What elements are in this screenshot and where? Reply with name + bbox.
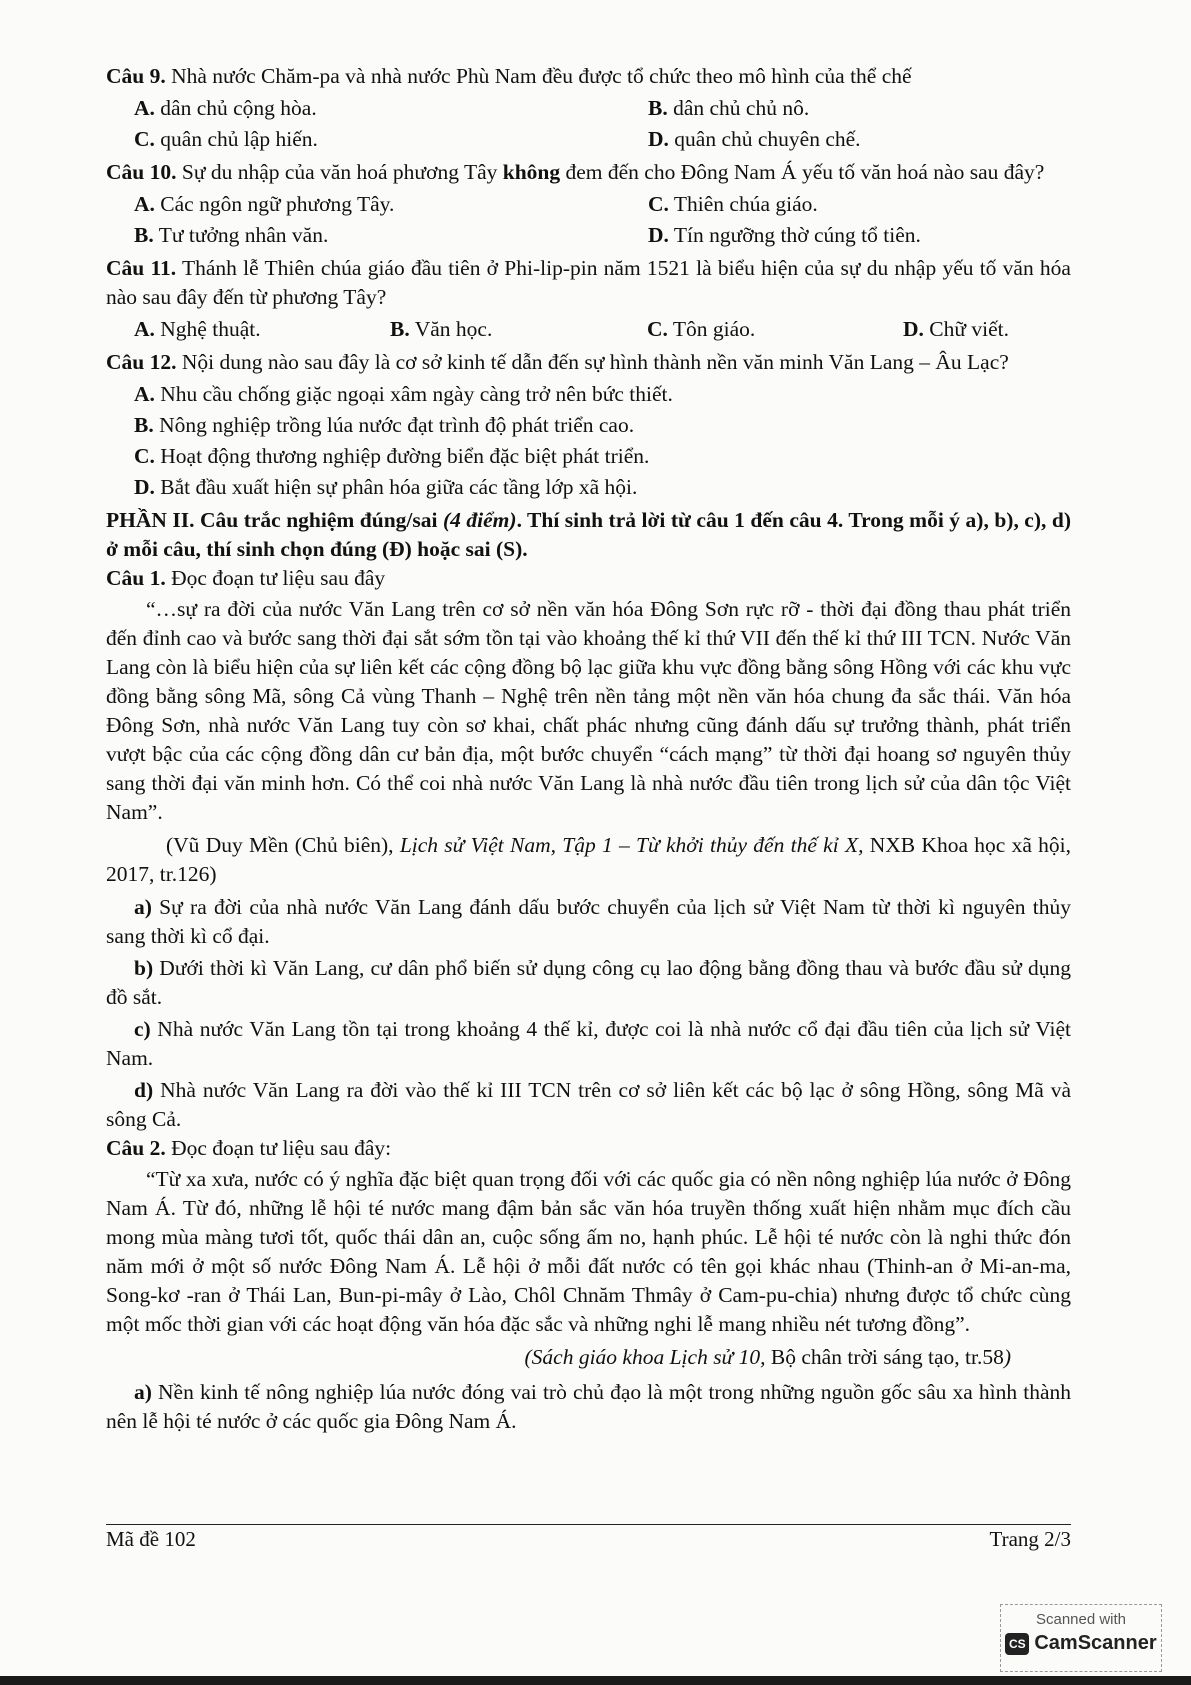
section-instructions: . Thí sinh trả lời từ câu 1 đến câu 4. Trong mỗi ý a), b), c), d) ở mỗi câu, thí sinh chọn đúng (Đ) hoặc sai (S).	[106, 508, 1071, 561]
question-9	[106, 62, 1071, 91]
option-label: C.	[647, 317, 668, 341]
question-number: Câu 1.	[106, 566, 166, 590]
tf-question-2	[106, 1134, 1071, 1163]
citation-close: )	[1003, 1345, 1011, 1369]
option-text: quân chủ chuyên chế.	[668, 127, 861, 151]
option-text: Nông nghiệp trồng lúa nước đạt trình độ phát triển cao.	[153, 413, 635, 437]
option-text: dân chủ chủ nô.	[667, 96, 810, 120]
option-text: Văn học.	[409, 317, 493, 341]
option-b	[390, 314, 647, 345]
exam-code: Mã đề 102	[106, 1527, 196, 1551]
statement-text: Nhà nước Văn Lang ra đời vào thế kỉ III TCN trên cơ sở liên kết các bộ lạc ở sông Hồng, sông Mã và sông Cả.	[106, 1078, 1071, 1131]
question-10	[106, 158, 1071, 187]
statement-text: Nhà nước Văn Lang tồn tại trong khoảng 4 thế kỉ, được coi là nhà nước cổ đại đầu tiên của lịch sử Việt Nam.	[106, 1017, 1071, 1070]
statement-a	[106, 1378, 1071, 1436]
option-a	[134, 379, 1071, 410]
option-d	[134, 472, 1071, 503]
option-text: quân chủ lập hiến.	[154, 127, 318, 151]
option-text: Tôn giáo.	[667, 317, 756, 341]
question-9-options	[134, 93, 1071, 155]
option-b	[648, 93, 1071, 124]
statement-text: Nền kinh tế nông nghiệp lúa nước đóng vai trò chủ đạo là một trong những nguồn gốc sâu xa hình thành nên lễ hội té nước ở các quốc gia Đông Nam Á.	[106, 1380, 1071, 1433]
option-d	[648, 124, 1071, 155]
option-label: C.	[648, 192, 669, 216]
statement-label: b)	[134, 956, 154, 980]
watermark-brand-name: CamScanner	[1034, 1632, 1157, 1654]
question-number: Câu 12.	[106, 350, 177, 374]
option-c	[647, 314, 903, 345]
watermark-brand	[1001, 1632, 1161, 1655]
tf-question-1	[106, 564, 1071, 593]
option-text: Nghệ thuật.	[154, 317, 261, 341]
statement-b	[106, 954, 1071, 1012]
question-number: Câu 11.	[106, 256, 177, 280]
statement-d	[106, 1076, 1071, 1134]
camscanner-logo-icon: CS	[1005, 1633, 1029, 1655]
question-number: Câu 10.	[106, 160, 177, 184]
question-10-options	[134, 189, 1071, 251]
option-c	[134, 441, 1071, 472]
option-text: Thiên chúa giáo.	[668, 192, 818, 216]
question-text: Sự du nhập của văn hoá phương Tây	[176, 160, 503, 184]
option-d	[903, 314, 1071, 345]
option-label: D.	[903, 317, 924, 341]
source-citation	[106, 831, 1071, 889]
statement-text: Dưới thời kì Văn Lang, cư dân phổ biến sử dụng công cụ lao động bằng đồng thau và bước đầu sử dụng đồ sắt.	[106, 956, 1071, 1009]
option-c	[648, 189, 1071, 220]
option-a	[134, 93, 648, 124]
statement-c	[106, 1015, 1071, 1073]
page-footer	[106, 1527, 1071, 1552]
option-label: D.	[648, 223, 669, 247]
option-text: Chữ viết.	[923, 317, 1010, 341]
question-intro: Đọc đoạn tư liệu sau đây	[165, 566, 386, 590]
page-number: Trang 2/3	[989, 1527, 1071, 1551]
option-a	[134, 189, 648, 220]
section-points: (4 điểm)	[443, 508, 517, 532]
camscanner-watermark	[1000, 1604, 1162, 1672]
option-text: Nhu cầu chống giặc ngoại xâm ngày càng trở nên bức thiết.	[154, 382, 673, 406]
question-intro: Đọc đoạn tư liệu sau đây:	[165, 1136, 392, 1160]
statement-label: d)	[134, 1078, 154, 1102]
option-label: A.	[134, 96, 155, 120]
exam-page	[106, 62, 1071, 1436]
source-quote: “…sự ra đời của nước Văn Lang trên cơ sở nền văn hóa Đông Sơn rực rỡ - thời đại đồng thau phát triển đến đỉnh cao và bước sang thời đại sắt sớm tồn tại vào khoảng thế kỉ thứ VII đến thế kỉ thứ III TCN. Nước Văn Lang còn là biểu hiện của sự liên kết các cộng đồng bộ lạc giữa khu vực đồng bằng sông Hồng với các khu vực đồng bằng sông Mã, sông Cả vùng Thanh – Nghệ trên nền tảng một nền văn hóa chung đa sắc thái. Văn hóa Đông Sơn, nhà nước Văn Lang tuy còn sơ khai, chất phác nhưng cũng đánh dấu sự trưởng thành, phát triển vượt bậc của các cộng đồng dân cư bản địa, một bước chuyển “cách mạng” từ thời đại hoang sơ nguyên thủy sang thời đại văn minh hơn. Có thể coi nhà nước Văn Lang là nhà nước đầu tiên trong lịch sử của dân tộc Việt Nam”.	[106, 597, 1071, 824]
option-label: D.	[648, 127, 669, 151]
option-c	[134, 124, 648, 155]
question-12-options	[134, 379, 1071, 503]
option-label: B.	[134, 413, 154, 437]
question-11-options	[134, 314, 1071, 345]
option-text: dân chủ cộng hòa.	[154, 96, 317, 120]
citation-author: (Vũ Duy Mền (Chủ biên),	[166, 833, 400, 857]
source-citation	[106, 1343, 1071, 1372]
citation-publisher: Bộ chân trời sáng tạo, tr.58	[765, 1345, 1004, 1369]
statement-label: a)	[134, 895, 152, 919]
question-text: Nhà nước Chăm-pa và nhà nước Phù Nam đều được tổ chức theo mô hình của thể chế	[165, 64, 912, 88]
option-label: A.	[134, 317, 155, 341]
question-number: Câu 9.	[106, 64, 166, 88]
option-label: C.	[134, 127, 155, 151]
option-text: Tín ngưỡng thờ cúng tổ tiên.	[668, 223, 921, 247]
option-label: A.	[134, 192, 155, 216]
option-b	[134, 410, 1071, 441]
section-heading	[106, 506, 1071, 564]
option-b	[134, 220, 648, 251]
citation-title: Lịch sử Việt Nam, Tập 1 – Từ khởi thủy đến thế kỉ X,	[399, 833, 864, 857]
citation-title: (Sách giáo khoa Lịch sử 10,	[524, 1345, 766, 1369]
statement-text: Sự ra đời của nhà nước Văn Lang đánh dấu bước chuyển của lịch sử Việt Nam từ thời kì nguyên thủy sang thời kì cổ đại.	[106, 895, 1071, 948]
question-12	[106, 348, 1071, 377]
citation-publisher: NXB Khoa học xã hội, 2017, tr.126)	[106, 833, 1071, 886]
question-emphasis: không	[502, 160, 561, 184]
question-text: Nội dung nào sau đây là cơ sở kinh tế dẫn đến sự hình thành nền văn minh Văn Lang – Âu Lạc?	[176, 350, 1009, 374]
option-label: B.	[390, 317, 410, 341]
option-label: D.	[134, 475, 155, 499]
option-text: Các ngôn ngữ phương Tây.	[154, 192, 395, 216]
statement-label: a)	[134, 1380, 152, 1404]
question-11	[106, 254, 1071, 312]
scan-edge	[0, 1676, 1191, 1685]
option-label: B.	[134, 223, 154, 247]
option-text: Bắt đầu xuất hiện sự phân hóa giữa các tầng lớp xã hội.	[154, 475, 638, 499]
question-number: Câu 2.	[106, 1136, 166, 1160]
statement-label: c)	[134, 1017, 151, 1041]
option-a	[134, 314, 390, 345]
footer-divider	[106, 1524, 1071, 1525]
watermark-caption: Scanned with	[1035, 1611, 1127, 1628]
source-quote: “Từ xa xưa, nước có ý nghĩa đặc biệt quan trọng đối với các quốc gia có nền nông nghiệp lúa nước ở Đông Nam Á. Từ đó, những lễ hội té nước mang đậm bản sắc văn hóa truyền thống xuất hiện nhằm mục đích cầu mong mùa màng tươi tốt, quốc thái dân an, cuộc sống ấm no, hạnh phúc. Lễ hội té nước còn là nghi thức đón năm mới ở một số nước Đông Nam Á. Lễ hội ở mỗi đất nước có tên gọi khác nhau (Thinh-an ở Mi-an-ma, Song-kơ -ran ở Thái Lan, Bun-pi-mây ở Lào, Chôl Chnăm Thmây ở Cam-pu-chia) nhưng được tổ chức cùng một mốc thời gian với các hoạt động văn hóa đặc sắc và những nghi lễ mang nhiều nét tương đồng”.	[106, 1167, 1071, 1336]
question-text: Thánh lễ Thiên chúa giáo đầu tiên ở Phi-lip-pin năm 1521 là biểu hiện của sự du nhập yếu tố văn hóa nào sau đây đến từ phương Tây?	[106, 256, 1071, 309]
option-text: Tư tưởng nhân văn.	[153, 223, 329, 247]
statement-a	[106, 893, 1071, 951]
question-text: đem đến cho Đông Nam Á yếu tố văn hoá nào sau đây?	[560, 160, 1045, 184]
section-title: PHẦN II. Câu trắc nghiệm đúng/sai	[106, 508, 443, 532]
option-d	[648, 220, 1071, 251]
option-label: B.	[648, 96, 668, 120]
option-label: C.	[134, 444, 155, 468]
option-text: Hoạt động thương nghiệp đường biển đặc biệt phát triển.	[154, 444, 650, 468]
option-label: A.	[134, 382, 155, 406]
